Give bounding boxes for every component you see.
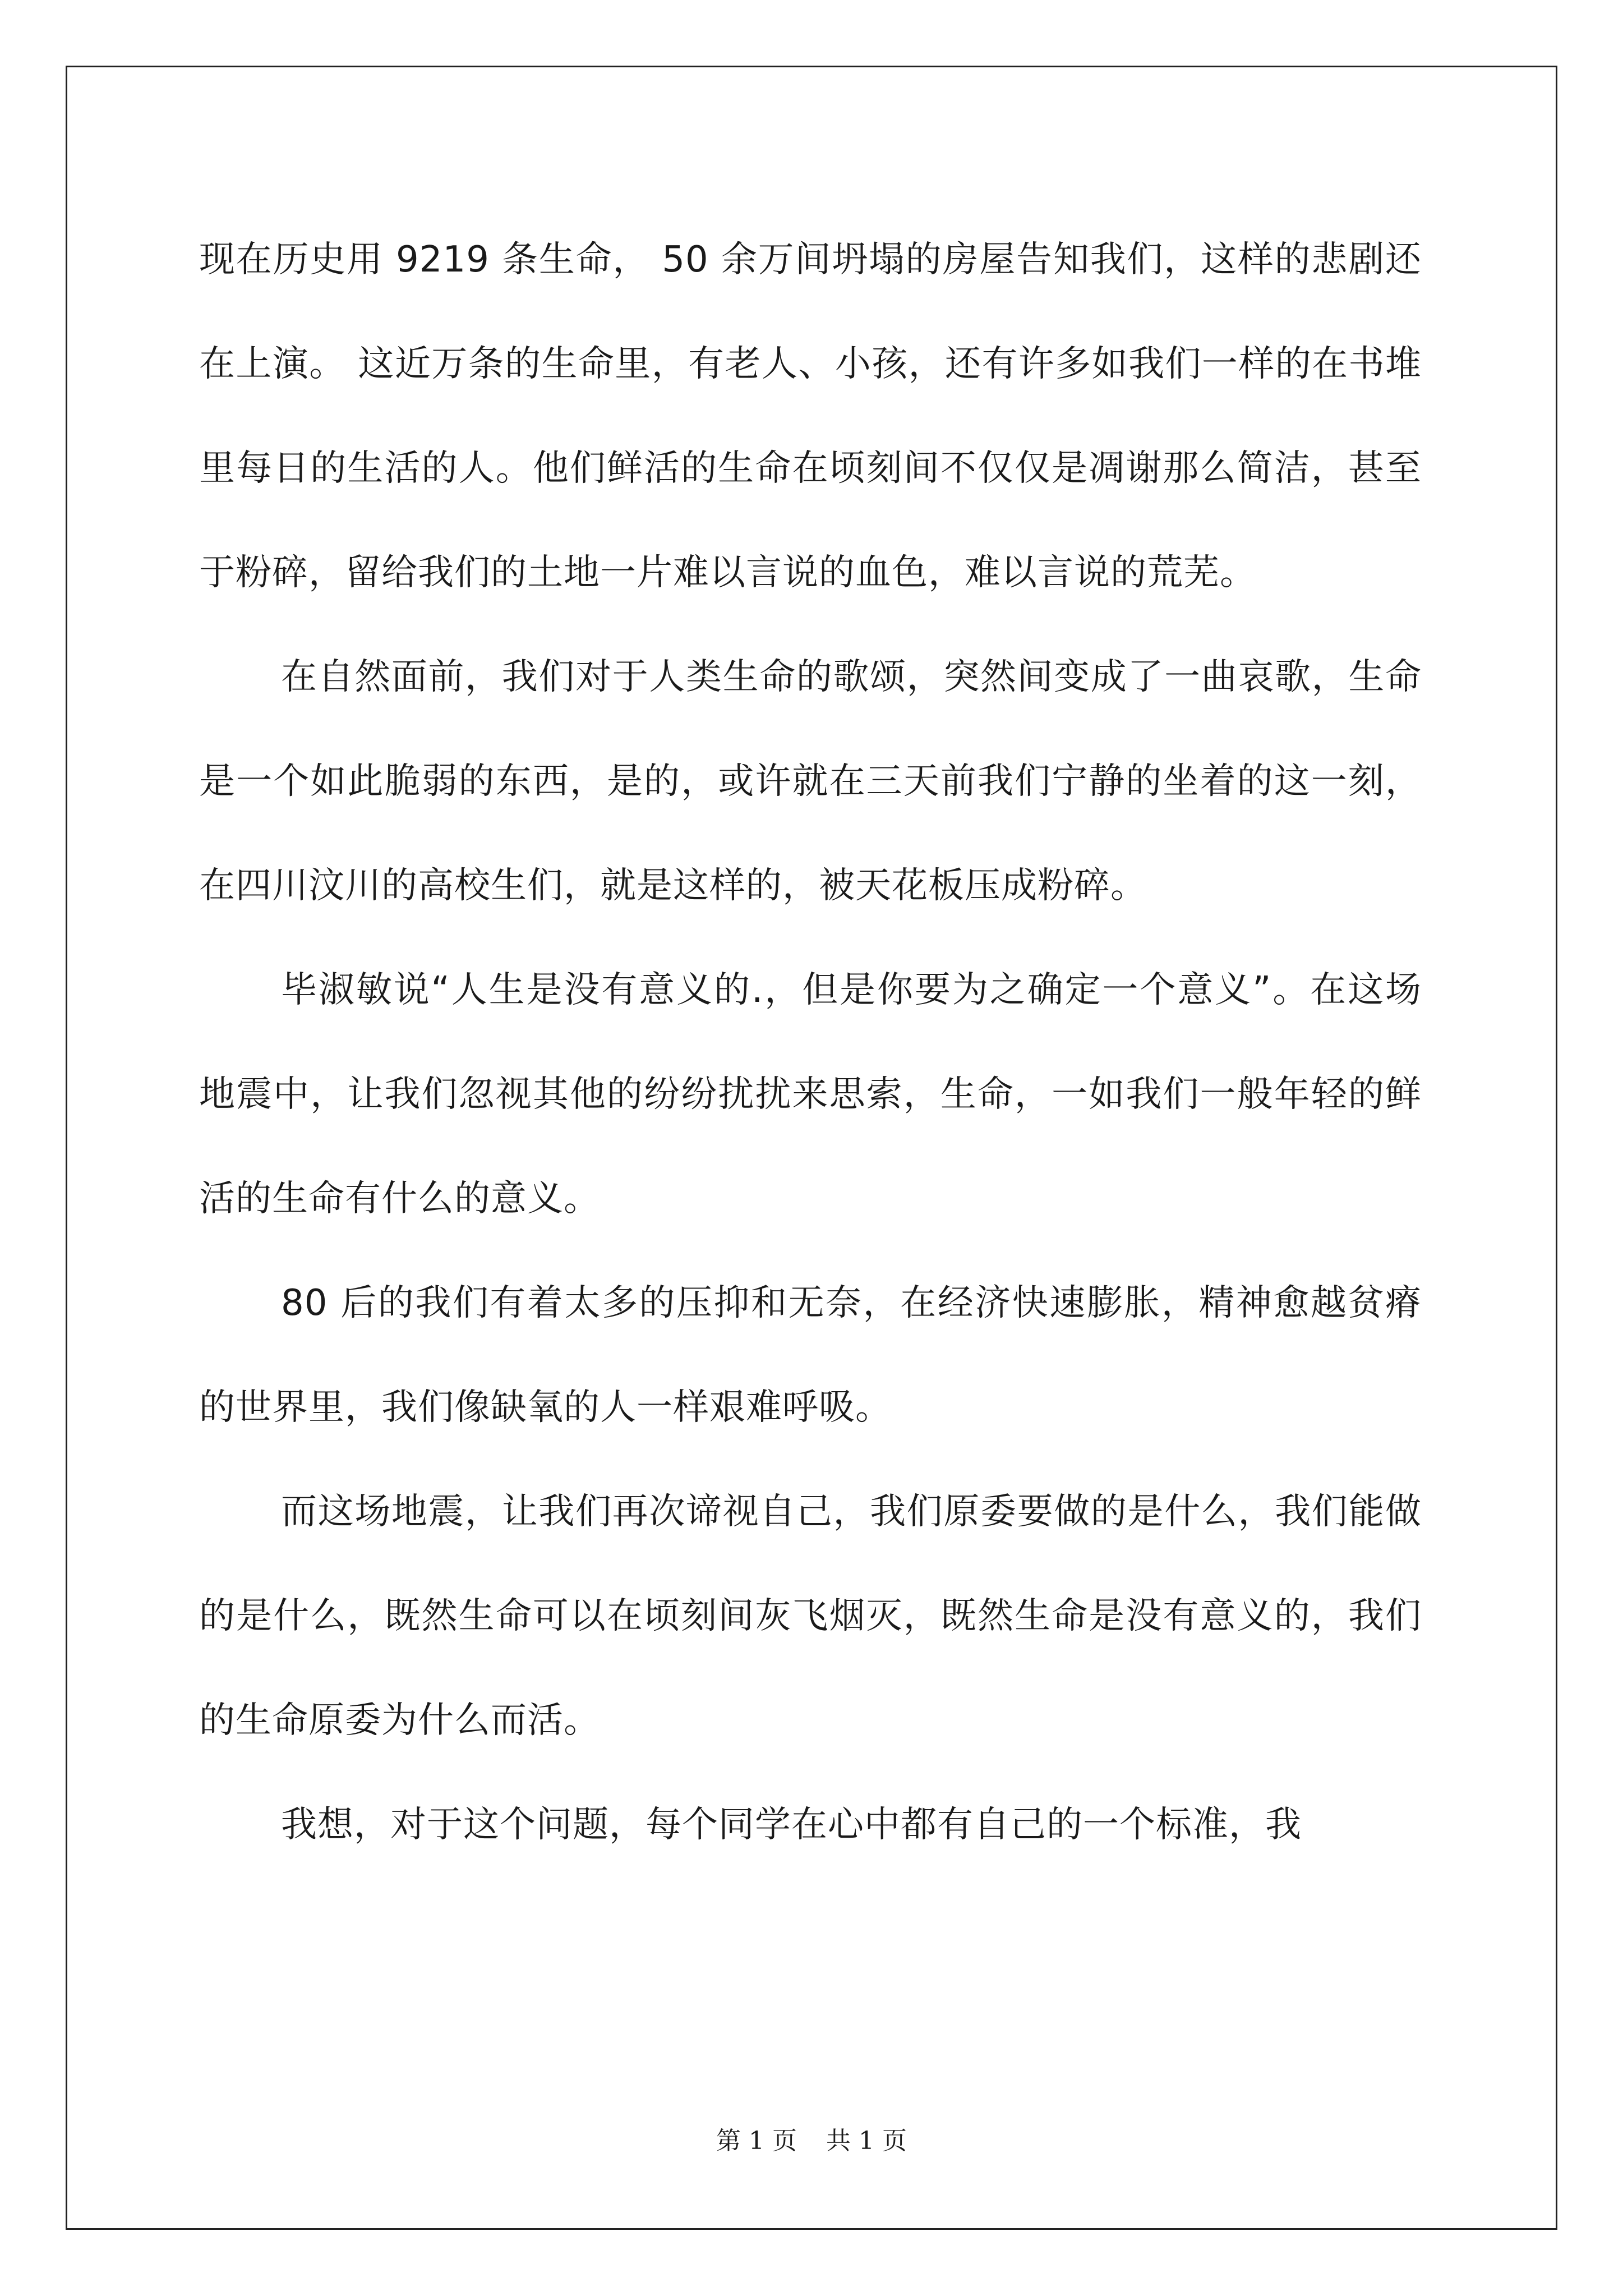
paragraph-4: 80 后的我们有着太多的压抑和无奈，在经济快速膨胀，精神愈越贫瘠的世界里，我们像缺氧的人一样艰难呼吸。 [199, 1282, 1422, 1428]
page-number-current: 第 1 页 [716, 2127, 797, 2155]
document-body [199, 208, 1422, 1877]
paragraph-1: 现在历史用 9219 条生命， 50 余万间坍塌的房屋告知我们，这样的悲剧还在上演。 这近万条的生命里，有老人、小孩，还有许多如我们一样的在书堆里每日的生活的人。他们鲜活的生命在顷刻间不仅仅是凋谢那么简洁，甚至于粉碎，留给我们的土地一片难以言说的血色，难以言说的荒芜。 [199, 239, 1422, 593]
page-number-total: 共 1 页 [826, 2127, 907, 2155]
paragraph-5: 而这场地震，让我们再次谛视自己，我们原委要做的是什么，我们能做的是什么，既然生命可以在顷刻间灰飞烟灭，既然生命是没有意义的，我们的生命原委为什么而活。 [199, 1491, 1422, 1741]
paragraph-3: 毕淑敏说“人生是没有意义的.，但是你要为之确定一个意义”。在这场地震中，让我们忽视其他的纷纷扰扰来思索，生命，一如我们一般年轻的鲜活的生命有什么的意义。 [199, 969, 1422, 1220]
paragraph-2: 在自然面前，我们对于人类生命的歌颂，突然间变成了一曲哀歌，生命是一个如此脆弱的东西，是的，或许就在三天前我们宁静的坐着的这一刻，在四川汶川的高校生们，就是这样的，被天花板压成粉碎。 [199, 656, 1422, 907]
page-footer [0, 2120, 1623, 2156]
paragraph-6: 我想，对于这个问题，每个同学在心中都有自己的一个标准，我 [281, 1804, 1302, 1846]
